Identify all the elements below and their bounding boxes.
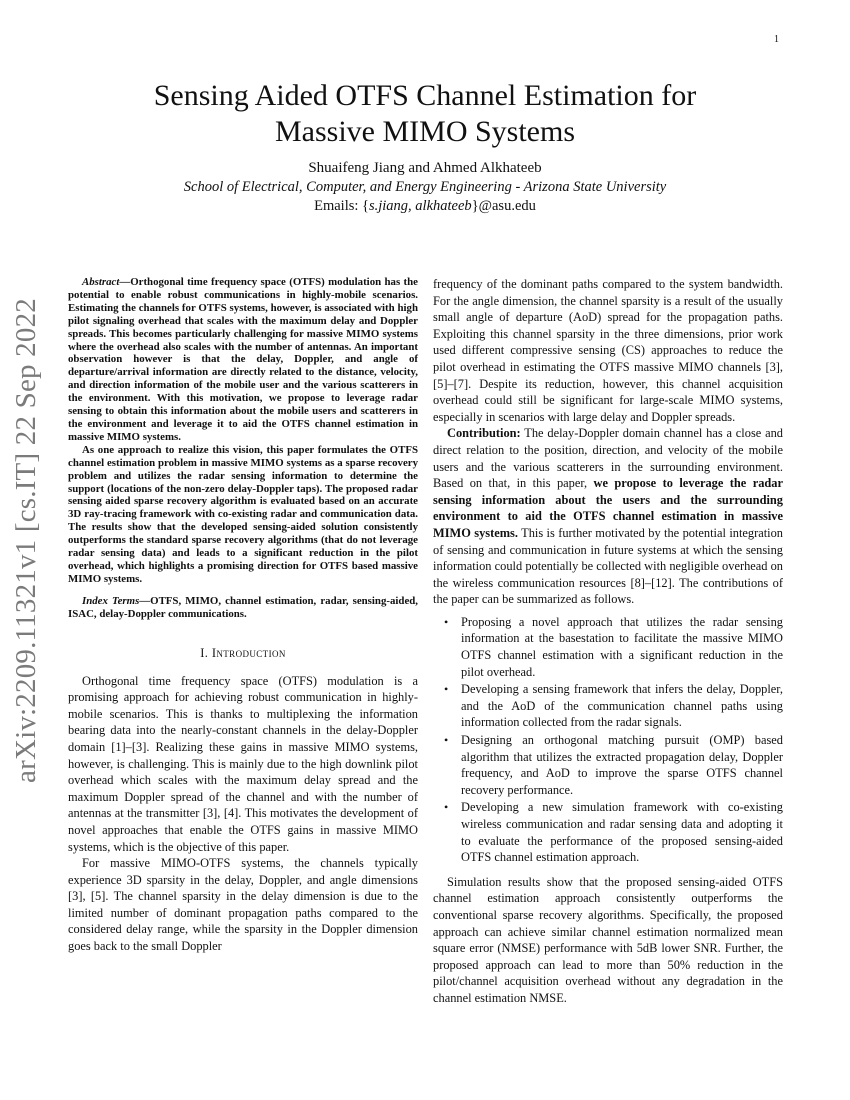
list-item (444, 614, 783, 680)
introduction-body (68, 673, 418, 955)
right-column-body (433, 276, 783, 608)
simulation-paragraph: Simulation results show that the proposed sensing-aided OTFS channel estimation approach consistently outperforms the conventional sparse recovery algorithms. Specifically, the proposed approach can achieve similar channel estimation normalized mean square error (NMSE) performance with 5dB lower SNR. Further, the proposed approach can lead to more than 50% reduction in the pilot/channel acquisition overhead without any degradation in the channel estimation NMSE. (433, 874, 783, 1005)
contribution-paragraph (433, 425, 783, 608)
abstract-label: Abstract (82, 276, 120, 288)
contribution-text-1: The delay-Doppler domain channel has a close and direct relation to the position, direction, and velocity of the mobile users and the various scatterers in the surrounding environment. Based on that, in this paper, (433, 426, 783, 491)
abstract-paragraph-2: As one approach to realize this vision, this paper formulates the OTFS channel estimation problem in massive MIMO systems as a sparse recovery problem and utilizes the radar sensing information to determine the support (locations of the non-zero delay-Doppler taps). The proposed radar sensing aided sparse recovery algorithm is evaluated based on an accurate 3D ray-tracing framework with co-existing radar and communication data. The results show that the developed sensing-aided solution consistently outperforms the standard sparse recovery algorithms (that do not leverage radar sensing data) and leads to a significant reduction in the pilot overhead, which highlights a promising direction for OTFS based massive MIMO systems. (68, 443, 418, 585)
index-terms (68, 595, 418, 621)
abstract-text-1: —Orthogonal time frequency space (OTFS) modulation has the potential to enable robust communications in highly-mobile scenarios. Estimating the channels for OTFS systems, however, is associated with high pilot signaling overhead that scales with the maximum delay and Doppler spreads. This becomes particularly challenging for massive MIMO systems where the overhead also scales with the number of antennas. An important observation however is that the delay, Doppler, and angle of departure/arrival information are directly related to the distance, velocity, and direction information of the mobile user and the various scatterers in the environment. With this motivation, we propose to leverage radar sensing to obtain this information about the mobile users and scatterers in the environment and leverage it to aid the OTFS channel estimation in massive MIMO systems. (68, 276, 418, 443)
list-item-text: Developing a new simulation framework with co-existing wireless communication and radar sensing data and adopting it to evaluate the performance of the proposed sensing-aided OTFS channel estimation approach. (461, 800, 783, 865)
bullet-icon: • (444, 800, 449, 815)
section-heading-introduction: I. Introduction (200, 645, 286, 660)
bullet-icon: • (444, 614, 449, 629)
intro-paragraph-1: Orthogonal time frequency space (OTFS) modulation is a promising approach for achieving robust communication in highly-mobile scenarios. This is thanks to multiplexing the information bearing data into the nearly-constant channels in the delay-Doppler domain [1]–[3]. Realizing these gains in massive MIMO systems, however, is challenging. This is mainly due to the high downlink pilot overhead which scales with the maximum delay spread and the maximum Doppler spread of the channel and with the number of antennas at the transmitter [3], [4]. This motivates the development of novel approaches that enable the OTFS gains in massive MIMO systems, which is the objective of this paper. (68, 673, 418, 854)
list-item (444, 799, 783, 865)
list-item-text: Developing a sensing framework that infers the delay, Doppler, and the AoD of the communication channel paths using information collected from the radar signals. (461, 682, 783, 730)
title-line-1: Sensing Aided OTFS Channel Estimation for (153, 79, 697, 112)
intro-paragraph-2: For massive MIMO-OTFS systems, the channels typically experience 3D sparsity in the delay, Doppler, and angle dimensions [3], [5]. The channel sparsity in the delay dimension is due to the limited number of dominant propagation paths compared to the considered delay range, while the sparsity in the Doppler dimension goes back to the small Doppler (68, 856, 418, 954)
continued-paragraph: frequency of the dominant paths compared to the system bandwidth. For the angle dimension, the channel sparsity is a result of the usually small angle of departure (AoD) spread for the propagation paths. Exploiting this channel sparsity in the three dimensions, prior work used different compressive sensing (CS) approaches to reduce the pilot overhead in estimating the OTFS massive MIMO channels [3], [5]–[7]. Despite its reduction, however, this channel acquisition overhead could still be significant for large-scale MIMO systems, especially in scenarios with large delay and Doppler spreads. (433, 277, 783, 424)
contribution-label: Contribution: (447, 426, 521, 441)
contribution-emphasis: we propose to leverage the radar sensing information about the users and the surrounding environment to aid the OTFS channel estimation in massive MIMO systems. (433, 476, 783, 540)
emails-names: s.jiang, alkhateeb (368, 198, 472, 214)
list-item (444, 681, 783, 731)
page-number: 1 (774, 34, 779, 45)
title-line-2: Massive MIMO Systems (274, 115, 575, 148)
right-column (433, 276, 783, 1007)
list-item-text: Designing an orthogonal matching pursuit (OMP) based algorithm that utilizes the extracted propagation delay, Doppler frequency, and AoD to improve the sparse OTFS channel recovery performance. (461, 733, 783, 797)
affiliation: School of Electrical, Computer, and Energy Engineering - Arizona State University (183, 179, 667, 195)
emails (60, 197, 790, 216)
bullet-icon: • (444, 682, 449, 697)
contribution-list (433, 614, 783, 866)
abstract (68, 276, 418, 586)
list-item (444, 732, 783, 798)
left-column (68, 276, 418, 955)
index-terms-text: —OTFS, MIMO, channel estimation, radar, sensing-aided, ISAC, delay-Doppler communications. (68, 594, 418, 620)
abstract-paragraph-1 (68, 276, 418, 444)
arxiv-stamp (2, 297, 50, 783)
list-item-text: Proposing a novel approach that utilizes the radar sensing information at the basestation to facilitate the massive MIMO OTFS channel estimation with a significant reduction in the pilot overhead. (461, 614, 783, 679)
contribution-text-2: This is further motivated by the potential integration of sensing and communication in future systems at which the sensing information could potentially be collected with negligible overhead on the wireless communication resources [8]–[12]. The contributions of the paper can be summarized as follows. (433, 525, 783, 607)
bullet-icon: • (444, 733, 449, 748)
emails-suffix: }@asu.edu (471, 198, 536, 214)
index-terms-label: Index Terms (82, 594, 140, 607)
paper-header (60, 78, 790, 216)
paper-title (60, 78, 790, 150)
authors: Shuaifeng Jiang and Ahmed Alkhateeb (308, 160, 542, 176)
arxiv-identifier: arXiv:2209.11321v1 [cs.IT] 22 Sep 2022 (9, 297, 42, 783)
simulation-body (433, 874, 783, 1007)
emails-prefix: Emails: { (314, 198, 369, 214)
